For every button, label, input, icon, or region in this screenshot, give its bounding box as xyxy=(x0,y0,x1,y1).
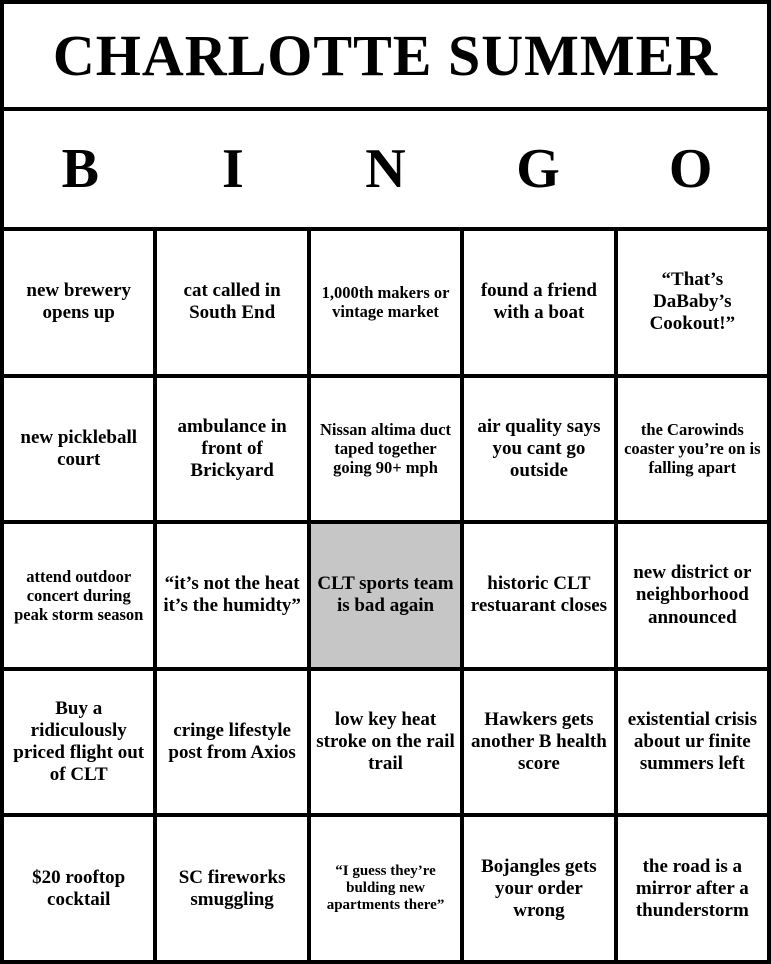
bingo-row xyxy=(4,671,767,818)
bingo-letters-row xyxy=(4,111,767,231)
bingo-cell-label: new pickleball court xyxy=(20,426,138,470)
bingo-cell[interactable] xyxy=(157,817,310,960)
bingo-cell-label: Buy a ridiculously priced flight out of CLT xyxy=(13,698,145,786)
bingo-cell-label: attend outdoor concert during peak storm season xyxy=(14,566,144,625)
bingo-letter-b: B xyxy=(61,138,99,200)
bingo-cell[interactable] xyxy=(4,524,157,667)
bingo-letter-i: I xyxy=(221,138,244,200)
bingo-cell-label: the Carowinds coaster you’re on is falling apart xyxy=(624,420,761,478)
bingo-cell[interactable] xyxy=(311,378,464,521)
bingo-cell[interactable] xyxy=(311,817,464,960)
bingo-letter-g: G xyxy=(516,138,560,200)
bingo-cell[interactable] xyxy=(311,671,464,814)
bingo-cell-label: ambulance in front of Brickyard xyxy=(177,415,287,481)
bingo-cell[interactable] xyxy=(311,231,464,374)
bingo-cell[interactable] xyxy=(618,817,767,960)
bingo-cell[interactable] xyxy=(4,231,157,374)
bingo-cell-label: new district or neighborhood announced xyxy=(633,562,752,628)
bingo-row xyxy=(4,378,767,525)
bingo-cell[interactable] xyxy=(4,817,157,960)
bingo-row xyxy=(4,817,767,960)
bingo-cell[interactable] xyxy=(4,378,157,521)
bingo-letter-n: N xyxy=(365,138,406,200)
bingo-cell[interactable] xyxy=(464,817,617,960)
bingo-cell[interactable] xyxy=(464,231,617,374)
bingo-cell-label: new brewery opens up xyxy=(26,280,132,324)
bingo-cell-label: “That’s DaBaby’s Cookout!” xyxy=(649,269,736,335)
bingo-cell[interactable] xyxy=(464,671,617,814)
bingo-cell-label: 1,000th makers or vintage market xyxy=(321,283,450,322)
bingo-cell-label: Nissan altima duct taped together going 90+ mph xyxy=(319,420,452,478)
bingo-cell-label: found a friend with a boat xyxy=(480,280,597,324)
bingo-cell-label: air quality says you cant go outside xyxy=(477,415,601,481)
bingo-cell-label: Hawkers gets another B health score xyxy=(471,709,607,775)
bingo-cell-label: Bojangles gets your order wrong xyxy=(481,855,597,921)
bingo-row xyxy=(4,231,767,378)
bingo-cell-label: historic CLT restuarant closes xyxy=(470,573,608,617)
bingo-cell[interactable] xyxy=(4,671,157,814)
bingo-cell[interactable] xyxy=(157,231,310,374)
bingo-cell[interactable] xyxy=(618,231,767,374)
bingo-cell-label: the road is a mirror after a thunderstorm xyxy=(635,855,749,921)
bingo-letter-o: O xyxy=(668,138,713,200)
bingo-cell-marked[interactable] xyxy=(311,524,464,667)
bingo-cell-label: existential crisis about ur finite summers left xyxy=(627,709,757,775)
page-title: CHARLOTTE SUMMER xyxy=(52,22,719,88)
bingo-cell[interactable] xyxy=(618,378,767,521)
bingo-cell-label: cringe lifestyle post from Axios xyxy=(168,720,296,764)
bingo-row xyxy=(4,524,767,671)
bingo-cell-label: CLT sports team is bad again xyxy=(317,573,454,617)
bingo-cell[interactable] xyxy=(464,378,617,521)
card-title-bar xyxy=(4,4,767,111)
bingo-cell[interactable] xyxy=(157,378,310,521)
bingo-cell-label: low key heat stroke on the rail trail xyxy=(316,709,455,775)
bingo-cell-label: “it’s not the heat it’s the humidty” xyxy=(163,573,301,617)
bingo-cell-label: $20 rooftop cocktail xyxy=(32,866,126,910)
bingo-cell[interactable] xyxy=(618,671,767,814)
bingo-cell-label: “I guess they’re bulding new apartments there” xyxy=(326,862,445,914)
bingo-cell[interactable] xyxy=(157,671,310,814)
bingo-cell[interactable] xyxy=(618,524,767,667)
bingo-grid xyxy=(4,231,767,960)
bingo-cell[interactable] xyxy=(157,524,310,667)
bingo-cell-label: cat called in South End xyxy=(183,280,281,324)
bingo-cell[interactable] xyxy=(464,524,617,667)
bingo-cell-label: SC fireworks smuggling xyxy=(178,866,286,910)
